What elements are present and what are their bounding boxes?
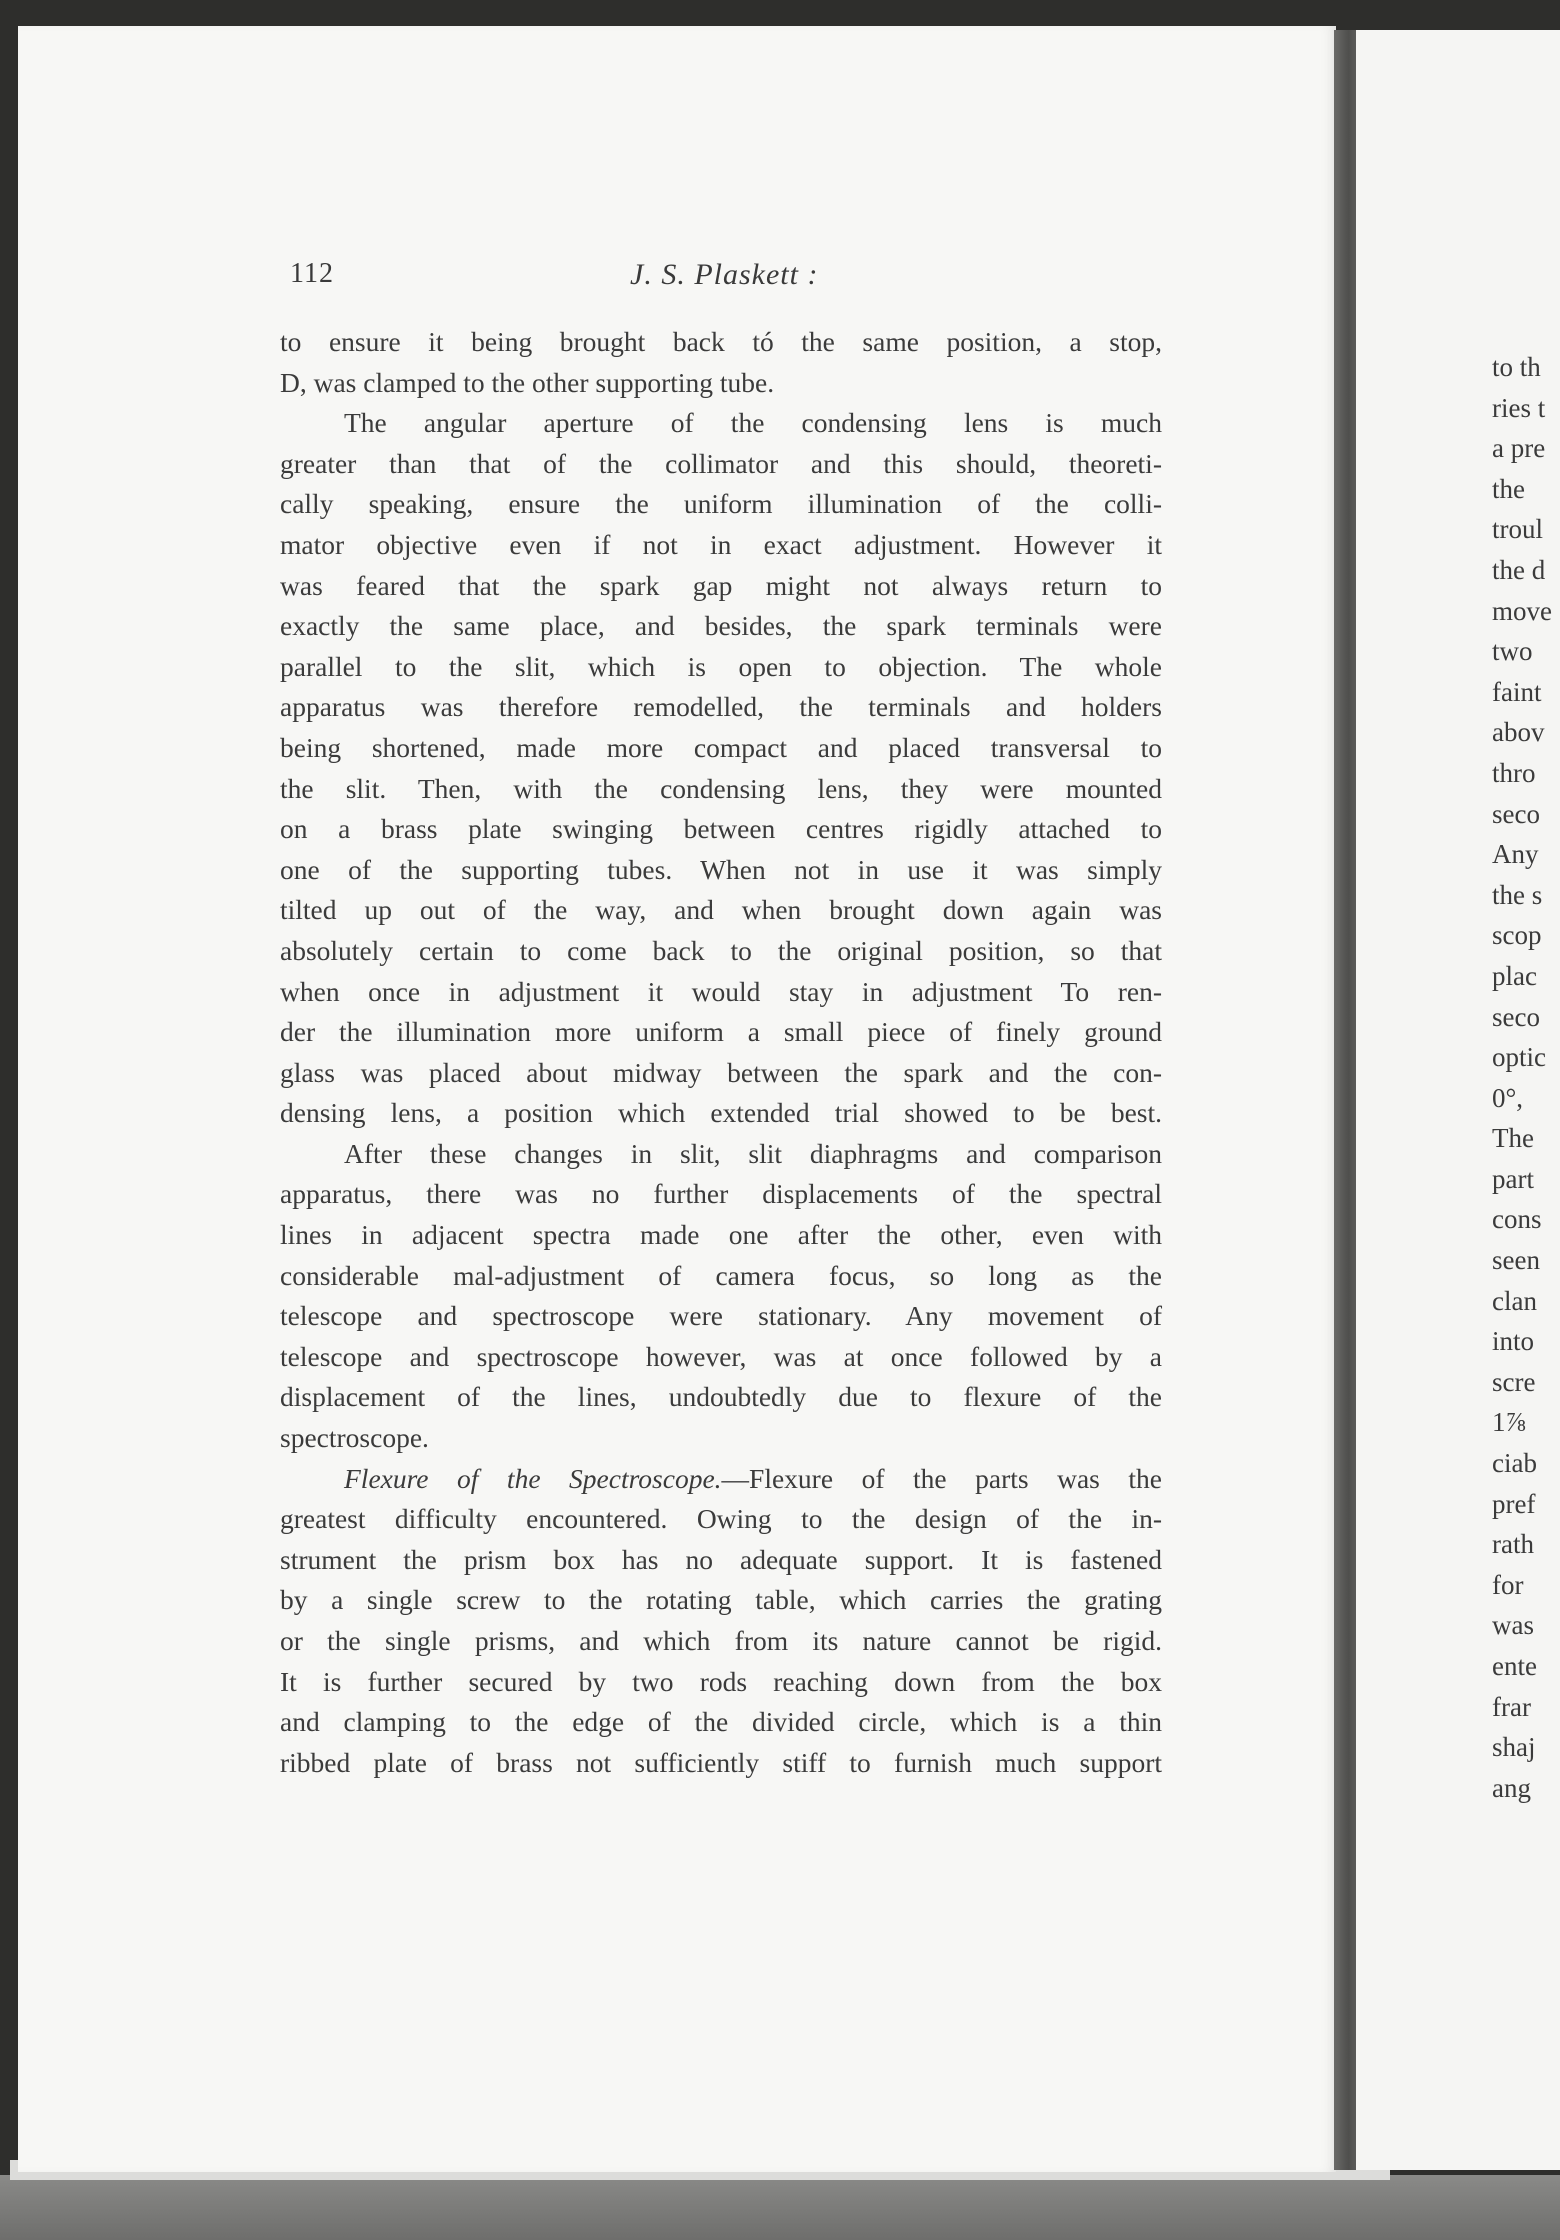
text-line: After these changes in slit, slit diaphragms and comparison [344,1137,1162,1169]
text-line: on a brass plate swinging between centres rigidly attached to [280,813,1162,845]
fragment-line: a pre [1492,433,1546,464]
text-line: being shortened, made more compact and placed transversal to [280,731,1162,763]
running-head-author: J. S. Plaskett : [630,258,819,291]
fragment-line: seco [1492,798,1540,829]
text-line: The angular aperture of the condensing lens is much [344,407,1162,439]
text-line: or the single prisms, and which from its nature cannot be rigid. [280,1625,1162,1656]
fragment-line: seen [1492,1245,1540,1276]
running-head [290,258,1170,298]
text-line: when once in adjustment it would stay in adjustment To ren- [280,975,1162,1007]
fragment-line: frar [1492,1691,1531,1722]
fragment-line: cons [1492,1204,1542,1235]
fragment-line: pref [1492,1488,1536,1519]
text-line: apparatus, there was no further displacements of the spectral [280,1178,1162,1210]
fragment-line: seco [1492,1001,1540,1032]
text-line: and clamping to the edge of the divided circle, which is a thin [280,1706,1162,1738]
fragment-line: scop [1492,920,1542,951]
fragment-line: 1⅞ [1492,1407,1526,1438]
text-line: telescope and spectroscope were stationary. Any movement of [280,1300,1162,1332]
fragment-line: was [1492,1610,1534,1641]
text-line: strument the prism box has no adequate support. It is fastened [280,1543,1162,1575]
fragment-line: Any [1492,839,1539,870]
text-line: greatest difficulty encountered. Owing to the design of the in- [280,1503,1162,1535]
text-line: considerable mal-adjustment of camera focus, so long as the [280,1259,1162,1291]
text-line: was feared that the spark gap might not always return to [280,569,1162,601]
text-line: der the illumination more uniform a small piece of finely ground [280,1016,1162,1048]
section-heading: Flexure of the Spectroscope. [344,1462,722,1494]
fragment-line: move [1492,595,1552,626]
text-line: one of the supporting tubes. When not in use it was simply [280,853,1162,885]
text-line: apparatus was therefore remodelled, the terminals and holders [280,691,1162,723]
page-number: 112 [290,258,334,289]
fragment-line: to th [1492,352,1541,382]
book-gutter [1334,30,1358,2170]
text-line: to ensure it being brought back tó the same position, a stop, [280,326,1162,357]
section-heading-line [280,1459,1162,1500]
fragment-line: shaj [1492,1732,1536,1763]
fragment-line: the d [1492,554,1546,585]
text-line: densing lens, a position which extended trial showed to be best. [280,1097,1162,1129]
right-page-text [1492,347,1560,1808]
fragment-line: troul [1492,514,1543,545]
text-line: tilted up out of the way, and when brought down again was [280,894,1162,926]
background-strip [0,2175,1560,2240]
fragment-line: faint [1492,676,1542,707]
text-line: spectroscope. [280,1422,429,1454]
text-line: displacement of the lines, undoubtedly due to flexure of the [280,1381,1162,1413]
fragment-line: optic [1492,1042,1546,1073]
fragment-line: ciab [1492,1448,1537,1479]
text-line: cally speaking, ensure the uniform illumination of the colli- [280,488,1162,520]
fragment-line: ente [1492,1651,1537,1681]
text-line: the slit. Then, with the condensing lens, they were mounted [280,772,1162,804]
text-line: D, was clamped to the other supporting tube. [280,366,775,398]
text-line-rest: —Flexure of the parts was the [721,1462,1162,1494]
fragment-line: scre [1492,1366,1536,1397]
text-line: It is further secured by two rods reaching down from the box [280,1665,1162,1697]
fragment-line: The [1492,1123,1534,1154]
fragment-line: ries t [1492,392,1546,423]
fragment-line: abov [1492,717,1545,748]
fragment-line: part [1492,1163,1534,1194]
text-line: mator objective even if not in exact adjustment. However it [280,528,1162,560]
fragment-line: rath [1492,1529,1534,1560]
text-line: glass was placed about midway between the spark and the con- [280,1056,1162,1088]
fragment-line: into [1492,1326,1535,1357]
text-line: lines in adjacent spectra made one after the other, even with [280,1219,1162,1251]
text-line: absolutely certain to come back to the original position, so that [280,934,1162,966]
text-line: greater than that of the collimator and this should, theoreti- [280,447,1162,479]
text-line: by a single screw to the rotating table, which carries the grating [280,1584,1162,1616]
fragment-line: 0°, [1492,1082,1524,1113]
text-line: parallel to the slit, which is open to objection. The whole [280,650,1162,682]
text-line: telescope and spectroscope however, was at once followed by a [280,1340,1162,1372]
fragment-line: plac [1492,960,1537,991]
fragment-line: ang [1492,1772,1531,1803]
text-line: exactly the same place, and besides, the spark terminals were [280,610,1162,642]
fragment-line: two [1492,636,1533,667]
body-text [280,322,1162,1783]
fragment-line: the [1492,473,1525,504]
fragment-line: the s [1492,879,1543,910]
text-line: ribbed plate of brass not sufficiently stiff to furnish much support [280,1746,1162,1778]
fragment-line: clan [1492,1285,1537,1316]
fragment-line: for [1492,1569,1524,1600]
fragment-line: thro [1492,757,1536,788]
